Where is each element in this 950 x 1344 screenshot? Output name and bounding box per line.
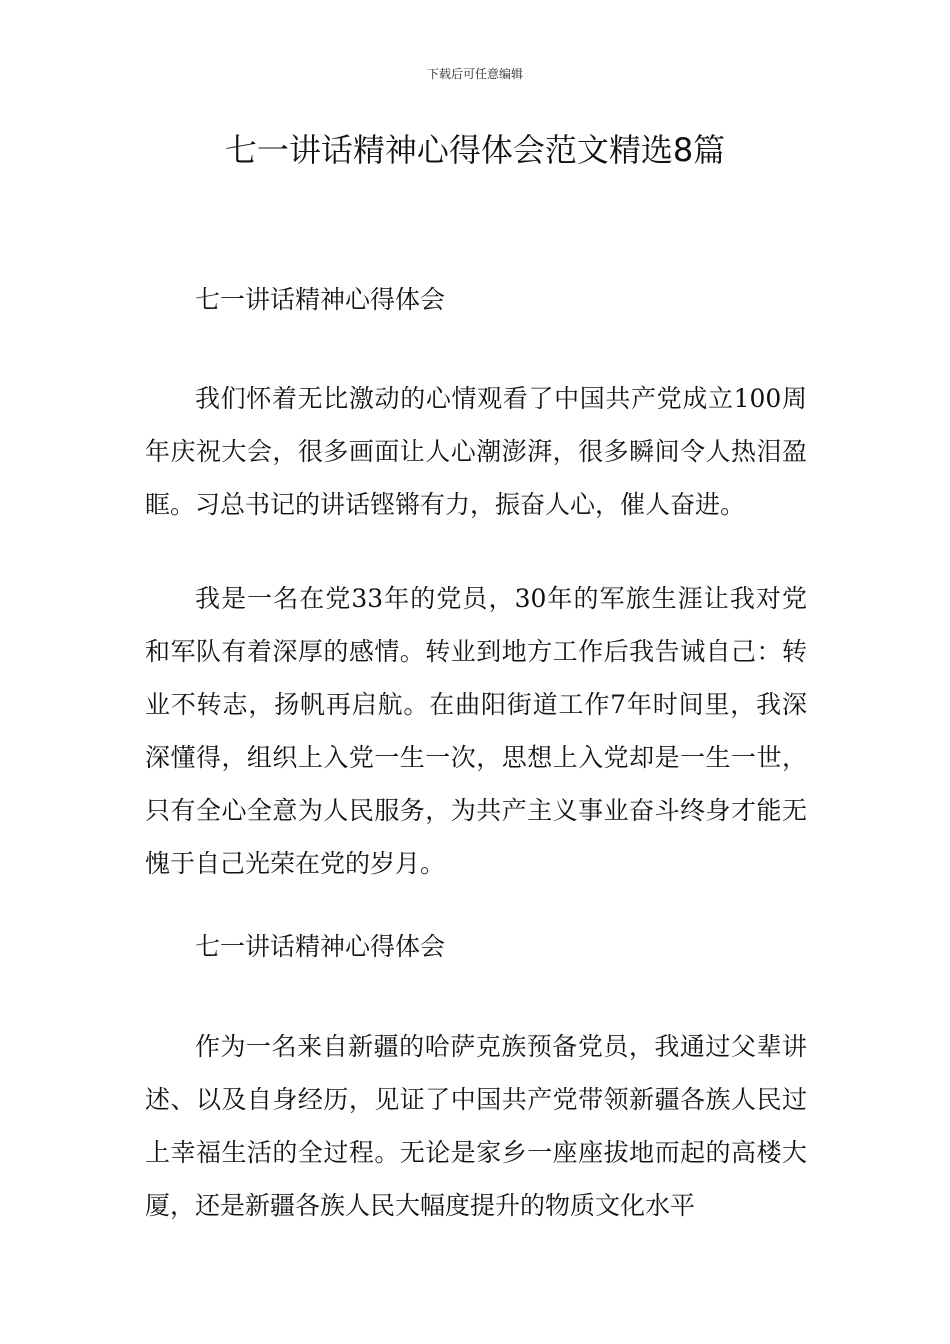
header-note: 下载后可任意编辑 xyxy=(426,67,523,81)
paragraph: 作为一名来自新疆的哈萨克族预备党员，我通过父辈讲述、以及自身经历，见证了中国共产党带领新疆各族人民过上幸福生活的全过程。无论是家乡一座座拔地而起的高楼大厦，还是新疆各族人民大幅度提升的物质文化水平 xyxy=(145,1032,807,1220)
section-heading: 七一讲话精神心得体会 xyxy=(195,285,446,314)
section-heading: 七一讲话精神心得体会 xyxy=(195,932,446,961)
paragraph: 我们怀着无比激动的心情观看了中国共产党成立100周年庆祝大会，很多画面让人心潮澎湃，很多瞬间令人热泪盈眶。习总书记的讲话铿锵有力，振奋人心，催人奋进。 xyxy=(145,384,807,519)
paragraph: 我是一名在党33年的党员，30年的军旅生涯让我对党和军队有着深厚的感情。转业到地方工作后我告诫自己：转业不转志，扬帆再启航。在曲阳街道工作7年时间里，我深深懂得，组织上入党一生一次，思想上入党却是一生一世，只有全心全意为人民服务，为共产主义事业奋斗终身才能无愧于自己光荣在党的岁月。 xyxy=(145,584,807,878)
document-title: 七一讲话精神心得体会范文精选8篇 xyxy=(224,131,726,169)
